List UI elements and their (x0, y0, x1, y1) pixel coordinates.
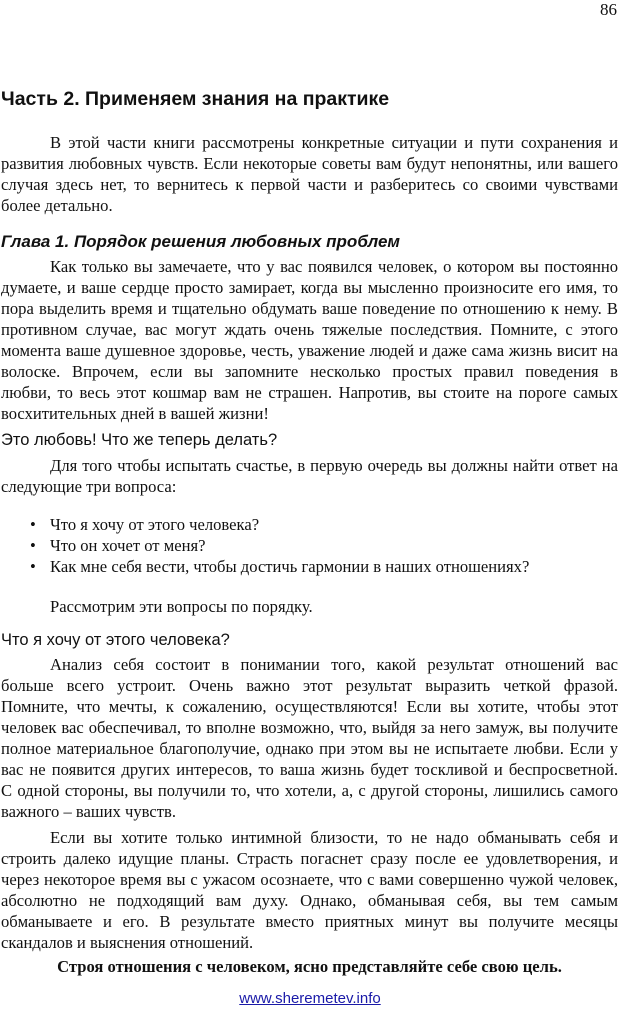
text-line: противном случае, вас могут ждать очень тяжелые последствия. Помните, с этого (1, 320, 618, 339)
section1-paragraph (1, 455, 618, 497)
list-item-text: Что он хочет от меня? (50, 536, 206, 555)
text-line: строить далеко идущие планы. Страсть погаснет сразу после ее удовлетворения, и (1, 849, 618, 868)
text-line: восхитительных дней в вашей жизни! (1, 404, 269, 423)
bullet-icon: • (30, 515, 36, 534)
chapter-title: Глава 1. Порядок решения любовных проблем (1, 232, 401, 251)
page-number: 86 (600, 0, 617, 19)
list-item-text: Как мне себя вести, чтобы достичь гармонии в наших отношениях? (50, 557, 530, 576)
text-line: Анализ себя состоит в понимании того, какой результат отношений вас (50, 655, 618, 674)
text-line: обманываете и его. В результате вместо приятных минут вы получите месяцы (1, 912, 618, 931)
text-line: думаете, и ваше сердце просто замирает, когда вы мысленно произносите его имя, то (1, 278, 618, 297)
intro-paragraph (1, 132, 618, 216)
bullet-icon: • (30, 557, 36, 576)
chapter-paragraph (1, 256, 618, 424)
list-item (0, 535, 620, 556)
text-line: Для того чтобы испытать счастье, в первую очередь вы должны найти ответ на (50, 456, 618, 475)
text-line: С одной стороны, вы получили то, что хотели, а, с другой стороны, лишились самого (1, 781, 618, 800)
order-line: Рассмотрим эти вопросы по порядку. (50, 597, 313, 616)
text-line: через некоторое время вы с ужасом осознаете, что с вами совершенно чужой человек, (1, 870, 618, 889)
text-line: Как только вы замечаете, что у вас появился человек, о котором вы постоянно (50, 257, 618, 276)
section2-paragraph-2 (1, 827, 618, 953)
section-title-want: Что я хочу от этого человека? (1, 631, 230, 649)
emphasis-line: Строя отношения с человеком, ясно представляйте себе свою цель. (57, 957, 562, 976)
list-item (0, 556, 620, 577)
list-item (0, 514, 620, 535)
section2-paragraph-1 (1, 654, 618, 822)
text-line: больше всего устроит. Очень важно этот результат выразить четкой фразой. (1, 676, 618, 695)
text-line: более детально. (1, 196, 113, 215)
text-line: скандалов и выяснения отношений. (1, 933, 254, 952)
text-line: Если вы хотите только интимной близости, то не надо обманывать себя и (50, 828, 618, 847)
text-line: волоске. Впрочем, если вы запомните несколько простых правил поведения в (1, 362, 618, 381)
text-line: важного – ваших чувств. (1, 802, 176, 821)
list-item-text: Что я хочу от этого человека? (50, 515, 260, 534)
text-line: В этой части книги рассмотрены конкретные ситуации и пути сохранения и (50, 133, 618, 152)
part-title: Часть 2. Применяем знания на практике (1, 88, 390, 110)
text-line: следующие три вопроса: (1, 477, 177, 496)
text-line: абсолютно не подходящий вам духу. Однако, обманывая себя, вы тем самым (1, 891, 618, 910)
question-list (0, 514, 620, 577)
text-line: человек вас обеспечивал, то вполне возможно, что, выйдя за него замуж, вы получите (1, 718, 618, 737)
footer-link[interactable]: www.sheremetev.info (239, 990, 381, 1007)
text-line: момента ваше душевное здоровье, честь, уважение людей и даже сама жизнь висит на (1, 341, 618, 360)
text-line: Помните, что мечты, к сожалению, осуществляются! Если вы хотите, чтобы этот (1, 697, 618, 716)
section-title-love: Это любовь! Что же теперь делать? (1, 431, 278, 449)
text-line: развития любовных чувств. Если некоторые советы вам будут непонятны, или вашего (1, 154, 618, 173)
text-line: вас не появится других интересов, то ваша жизнь будет тоскливой и беспросветной. (1, 760, 618, 779)
bullet-icon: • (30, 536, 36, 555)
text-line: полное материальное благополучие, однако при этом вы не испытаете любви. Если у (1, 739, 618, 758)
text-line: пора выделить время и тщательно обдумать ваше поведение по отношению к нему. В (1, 299, 618, 318)
text-line: любви, то весь этот кошмар вам не страшен. Напротив, вы стоите на пороге самых (1, 383, 618, 402)
text-line: случая здесь нет, то вернитесь к первой части и разберитесь со своими чувствами (1, 175, 618, 194)
